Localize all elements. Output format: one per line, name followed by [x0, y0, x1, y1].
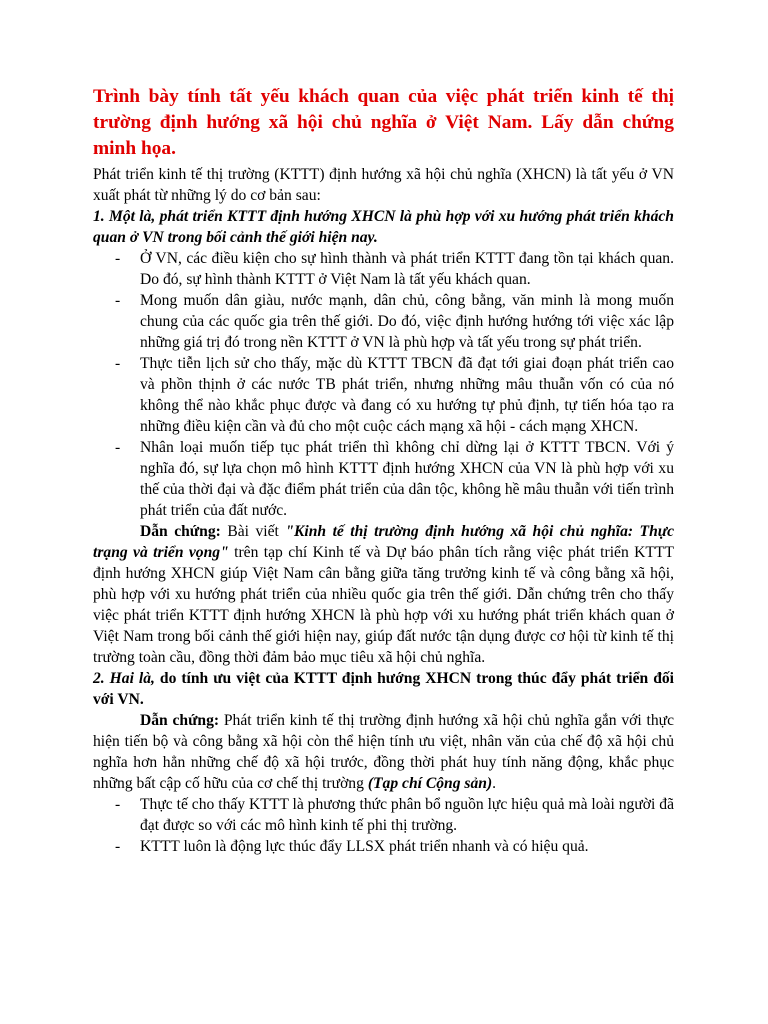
section2-bullet-list [93, 794, 674, 857]
dash-marker: - [115, 796, 121, 813]
evidence-end: . [492, 775, 497, 792]
dash-marker: - [115, 250, 121, 267]
list-item [93, 290, 674, 353]
list-item [93, 248, 674, 290]
list-item-text: Thực tế cho thấy KTTT là phương thức phân bổ nguồn lực hiệu quả mà loài người đã đạt được so với các mô hình kinh tế phi thị trường. [140, 796, 674, 834]
list-item [93, 794, 674, 836]
list-item [93, 353, 674, 437]
section1-heading: 1. Một là, phát triển KTTT định hướng XHCN là phù hợp với xu hướng phát triển khách quan ở VN trong bối cảnh thế giới hiện nay. [93, 208, 674, 246]
list-item [93, 836, 674, 857]
list-item [93, 437, 674, 521]
section2-heading-rest: do tính ưu việt của KTTT định hướng XHCN trong thúc đẩy phát triển đối với VN. [93, 670, 674, 708]
evidence-text: Phát triển kinh tế thị trường định hướng xã hội chủ nghĩa gắn với thực hiện tiến bộ và công bằng xã hội còn thể hiện tính ưu việt, nhân văn của chế độ xã hội chủ nghĩa hơn hẳn những chế độ xã hội trước, đồng thời phát huy tính năng động, khắc phục những bất cập cố hữu của cơ chế thị trường [93, 712, 674, 792]
document-title: Trình bày tính tất yếu khách quan của việc phát triển kinh tế thị trường định hướng xã hội chủ nghĩa ở Việt Nam. Lấy dẫn chứng minh họa. [93, 86, 674, 159]
list-item-text: Nhân loại muốn tiếp tục phát triển thì không chỉ dừng lại ở KTTT TBCN. Với ý nghĩa đó, sự lựa chọn mô hình KTTT định hướng XHCN của VN là phù hợp với xu thế của thời đại và đặc điểm phát triển của dân tộc, không hề mâu thuẫn với tiến trình phát triển của đất nước. [140, 439, 674, 519]
evidence-label: Dẫn chứng: [140, 523, 221, 540]
section2-heading-lead: 2. Hai là, [93, 670, 160, 687]
dash-marker: - [115, 838, 121, 855]
evidence-text: Bài viết [220, 523, 286, 540]
dash-marker: - [115, 439, 121, 456]
evidence-source: "Kinh tế thị trường định hướng xã hội chủ nghĩa: Thực trạng và triển vọng" [93, 523, 675, 561]
section1-evidence-paragraph [93, 521, 674, 668]
dash-marker: - [115, 292, 121, 309]
list-item-text: Mong muốn dân giàu, nước mạnh, dân chủ, công bằng, văn minh là mong muốn chung của các quốc gia trên thế giới. Do đó, việc định hướng hướng tới việc xác lập những giá trị đó trong nền KTTT ở VN là phù hợp và tất yếu trong sự phát triển. [140, 292, 674, 351]
list-item-text: Thực tiễn lịch sử cho thấy, mặc dù KTTT TBCN đã đạt tới giai đoạn phát triển cao và phồn thịnh ở các nước TB phát triển, nhưng những mâu thuẫn vốn có của nó không thể nào khắc phục được và đang có xu hướng tự phủ định, tự tiến hóa tạo ra những điều kiện cần và đủ cho một cuộc cách mạng xã hội - cách mạng XHCN. [140, 355, 674, 435]
evidence-text: trên tạp chí Kinh tế và Dự báo phân tích rằng việc phát triển KTTT định hướng XHCN giúp Việt Nam cân bằng giữa tăng trưởng kinh tế và công bằng xã hội, phù hợp với xu hướng phát triển của nhiều quốc gia trên thế giới. Dẫn chứng trên cho thấy việc phát triển KTTT định hướng XHCN là phù hợp với xu hướng phát triển khách quan ở Việt Nam trong bối cảnh thế giới hiện nay, giúp đất nước tận dụng được cơ hội từ kinh tế thị trường toàn cầu, đồng thời đảm bảo mục tiêu xã hội chủ nghĩa. [93, 544, 674, 666]
evidence-label: Dẫn chứng: [140, 712, 220, 729]
document-body [93, 84, 674, 857]
list-item-text: Ở VN, các điều kiện cho sự hình thành và phát triển KTTT đang tồn tại khách quan. Do đó, sự hình thành KTTT ở Việt Nam là tất yếu khách quan. [140, 250, 674, 288]
section2-evidence-paragraph [93, 710, 674, 794]
list-item-text: KTTT luôn là động lực thúc đẩy LLSX phát triển nhanh và có hiệu quả. [140, 838, 589, 855]
intro-paragraph: Phát triển kinh tế thị trường (KTTT) định hướng xã hội chủ nghĩa (XHCN) là tất yếu ở VN xuất phát từ những lý do cơ bản sau: [93, 166, 674, 204]
section2-heading [93, 668, 674, 710]
evidence-source: (Tạp chí Cộng sản) [367, 775, 493, 792]
dash-marker: - [115, 355, 121, 372]
section1-bullet-list [93, 248, 674, 521]
